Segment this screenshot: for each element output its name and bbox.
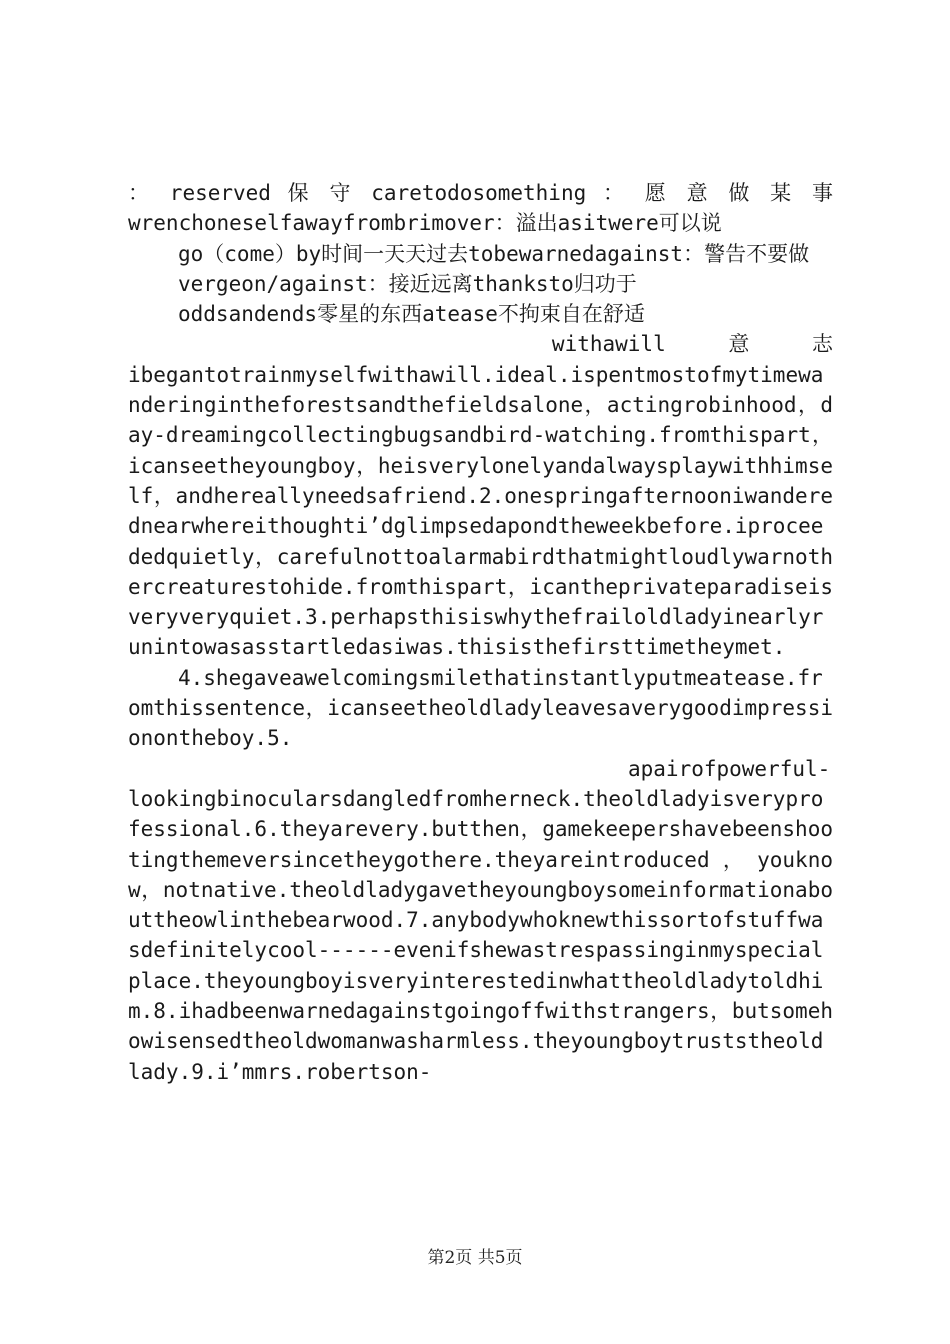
vocab-line-4: vergeon/against：接近远离thanksto归功于 bbox=[178, 271, 637, 296]
vocab-line-2: wrenchoneselfawayfrombrimover：溢出asitwere可以说 bbox=[128, 211, 722, 236]
body-paragraph-3-text: apairofpowerful-lookingbinocularsdangledfromherneck.theoldladyisveryprofessional.6.theyarevery.butthen，gamekeepershavebeenshootingthemeversincetheygothere.theyareintroduced，youknow，notnative.theoldladygavetheyoungboysomeinformationabouttheowlinthebearwood.7.anybodywhoknewthissortofstuffwasdefinitelycool------evenifshewastrespassinginmyspecialplace.theyoungboyisveryinterestedinwhattheoldladytoldhim.8.ihadbeenwarnedagainstgoingoffwithstrangers，butsomehowisensedtheoldwomanwasharmless.theyoungboytruststheoldlady.9.i’mmrs.robertson- bbox=[128, 756, 833, 1084]
vocab-line-3: go（come）by时间一天天过去tobewarnedagainst：警告不要做 bbox=[178, 241, 810, 266]
body-paragraph-1: ibegantotrainmyselfwithawill.ideal.ispentmostofmytimewanderingintheforestsandthefieldsalone，actingrobinhood，day-dreamingcollectingbugsandbird-watching.fromthispart，icanseetheyoungboy，heisverylonelyandalwaysplaywithhimself，andhereallyneedsafriend.2.onespringafternooniwanderednearwhereithoughti’dglimpsedapondtheweekbefore.iproceededquietly，carefulnottoalarmabirdthatmightloudlywarnothercreaturestohide.fromthispart，icantheprivateparadiseisveryveryquiet.3.perhapsthisiswhythefrailoldladyinearlyrunintowasasstartledasiwas.thisisthefirsttimetheymet. bbox=[128, 362, 833, 660]
vocab-line-1: ： reserved 保 守 caretodosomething ： 愿 意 做 某 事 bbox=[128, 181, 833, 205]
body-paragraph-3 bbox=[128, 754, 833, 1087]
vocab-line-6: withawill 意 志 bbox=[551, 332, 833, 357]
vocab-line-5: oddsandends零星的东西atease不拘束自在舒适 bbox=[178, 302, 645, 327]
document-body bbox=[128, 178, 833, 1087]
body-paragraph-2: 4.shegaveawelcomingsmilethatinstantlyputmeatease.fromthissentence，icanseetheoldladyleavesaverygoodimpressionontheboy.5. bbox=[128, 665, 833, 751]
page-footer: 第2页 共5页 bbox=[427, 1248, 523, 1268]
